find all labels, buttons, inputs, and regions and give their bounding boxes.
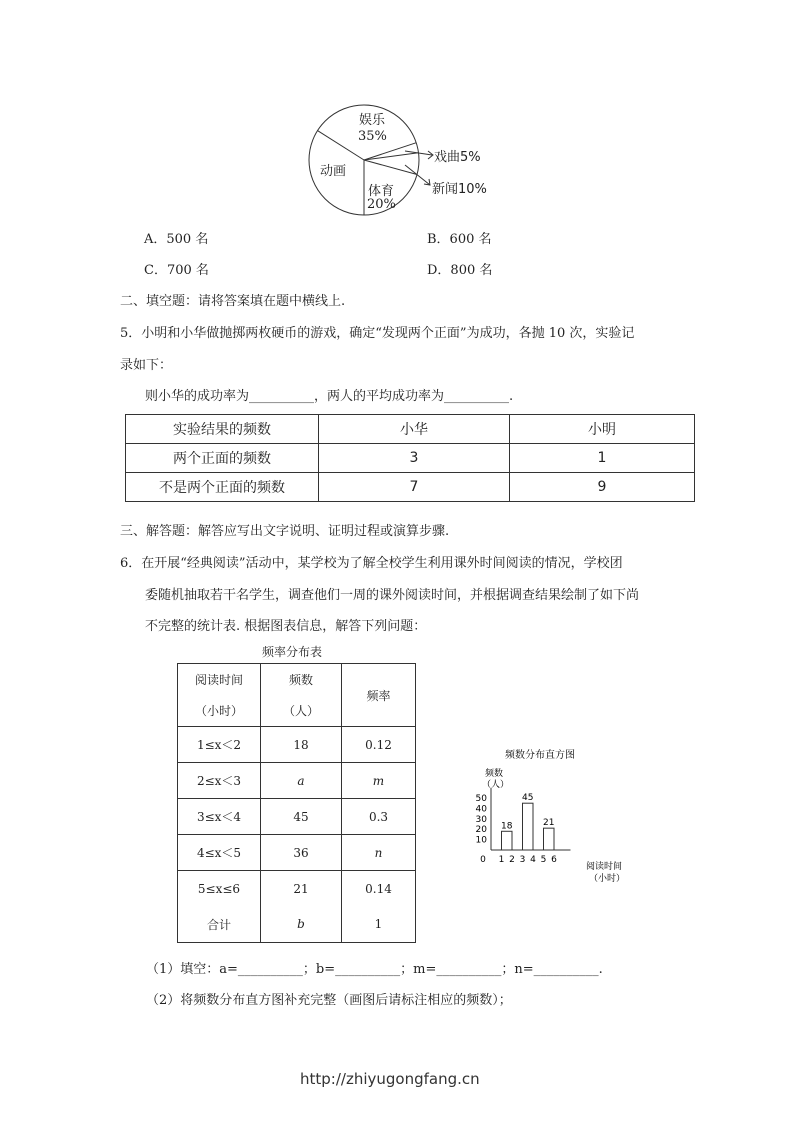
table-row — [178, 763, 416, 799]
table-cell: 1 — [342, 907, 416, 943]
pie-label-entertainment: 娱乐 — [359, 113, 386, 128]
table-cell: 0.12 — [342, 727, 416, 763]
header-frequency-count: 频数 （人） — [261, 664, 342, 727]
option-b: B．600 名 — [427, 232, 492, 247]
histogram-bar — [502, 831, 513, 850]
option-c: C．700 名 — [144, 263, 209, 278]
bar-value-label: 21 — [543, 818, 555, 829]
table-row — [178, 871, 416, 907]
q5-line2: 录如下： — [120, 358, 173, 373]
table-cell: 1≤x＜2 — [178, 727, 261, 763]
table-cell: a — [261, 763, 342, 799]
y-tick-label: 10 — [475, 835, 487, 846]
table-cell: 7 — [319, 473, 510, 502]
y-axis-unit: （人） — [482, 780, 510, 790]
table-row — [178, 835, 416, 871]
x-tick-label: 1 — [498, 855, 505, 865]
pie-label-opera: 戏曲5% — [434, 150, 481, 165]
bar-value-label: 45 — [522, 793, 534, 804]
header-frequency-rate: 频率 — [342, 664, 416, 727]
x-tick-label: 5 — [540, 855, 547, 865]
y-tick-label: 50 — [475, 794, 487, 804]
histogram-bar — [544, 828, 555, 850]
table-cell: 4≤x＜5 — [178, 835, 261, 871]
table-header-cell: 小华 — [319, 415, 510, 444]
q5-line1: 5．小明和小华做抛掷两枚硬币的游戏，确定“发现两个正面”为成功，各抛 10 次，实验记 — [120, 326, 635, 341]
table-cell: 3≤x＜4 — [178, 799, 261, 835]
pie-label-sports-pct: 20% — [367, 197, 396, 212]
table-cell: 3 — [319, 444, 510, 473]
footer-url: http://zhiyugongfang.cn — [300, 1070, 480, 1088]
x-tick-label: 3 — [519, 855, 526, 865]
x-tick-label: 6 — [551, 855, 557, 865]
pie-label-entertainment-pct: 35% — [358, 129, 387, 144]
table-cell: 合计 — [178, 907, 261, 943]
chart-title: 频数分布直方图 — [505, 750, 575, 761]
table-cell: m — [342, 763, 416, 799]
q6-line3: 不完整的统计表. 根据图表信息，解答下列问题： — [145, 619, 427, 634]
table-cell: 1 — [510, 444, 695, 473]
pie-label-animation: 动画 — [320, 164, 347, 179]
frequency-table — [177, 663, 416, 943]
x-axis-unit: （小时） — [589, 874, 626, 884]
q6-part2: （2）将频数分布直方图补充完整（画图后请标注相应的频数）； — [146, 993, 512, 1008]
table-cell: 0.14 — [342, 871, 416, 907]
table-cell: 45 — [261, 799, 342, 835]
pie-label-sports: 体育 — [368, 184, 395, 199]
table-row — [178, 799, 416, 835]
q6-line2: 委随机抽取若干名学生，调查他们一周的课外阅读时间，并根据调查结果绘制了如下尚 — [145, 588, 640, 603]
table-header-cell: 小明 — [510, 415, 695, 444]
x-axis-label: 阅读时间 — [586, 862, 623, 872]
y-tick-label: 20 — [475, 825, 487, 836]
table-cell: 0.3 — [342, 799, 416, 835]
table-cell: 2≤x＜3 — [178, 763, 261, 799]
option-d: D．800 名 — [427, 263, 493, 278]
table-cell: 9 — [510, 473, 695, 502]
q5-line3: 则小华的成功率为__________，两人的平均成功率为__________. — [145, 389, 514, 404]
option-a: A．500 名 — [144, 232, 209, 247]
table-row — [126, 444, 695, 473]
x-tick-label: 4 — [530, 855, 536, 865]
bar-value-label: 18 — [501, 821, 513, 832]
y-tick-label: 30 — [475, 814, 487, 825]
y-axis-label: 频数 — [485, 769, 504, 779]
table-cell: 18 — [261, 727, 342, 763]
table-cell: n — [342, 835, 416, 871]
x-tick-label: 0 — [480, 855, 486, 865]
table-cell: b — [261, 907, 342, 943]
coin-results-table — [125, 414, 695, 502]
table-cell: 36 — [261, 835, 342, 871]
table-cell: 5≤x≤6 — [178, 871, 261, 907]
q6-line1: 6．在开展“经典阅读”活动中，某学校为了解全校学生利用课外时间阅读的情况，学校团 — [120, 556, 623, 571]
table-cell: 不是两个正面的频数 — [126, 473, 319, 502]
histogram-bar — [523, 803, 534, 850]
frequency-histogram — [455, 740, 655, 890]
table-cell: 21 — [261, 871, 342, 907]
q6-part1: （1）填空：a=__________；b=__________；m=__________；n=__________. — [146, 962, 603, 977]
table-row — [178, 907, 416, 943]
section3-heading: 三、解答题：解答应写出文字说明、证明过程或演算步骤. — [120, 524, 450, 539]
section2-heading: 二、填空题：请将答案填在题中横线上. — [120, 294, 346, 309]
table-cell: 两个正面的频数 — [126, 444, 319, 473]
y-tick-label: 40 — [475, 804, 487, 815]
x-tick-label: 2 — [509, 855, 515, 865]
frequency-table-title: 频率分布表 — [262, 645, 323, 659]
header-reading-time: 阅读时间 （小时） — [178, 664, 261, 727]
pie-label-news: 新闻10% — [432, 182, 487, 197]
table-row — [126, 473, 695, 502]
table-row — [178, 727, 416, 763]
table-header-cell: 实验结果的频数 — [126, 415, 319, 444]
